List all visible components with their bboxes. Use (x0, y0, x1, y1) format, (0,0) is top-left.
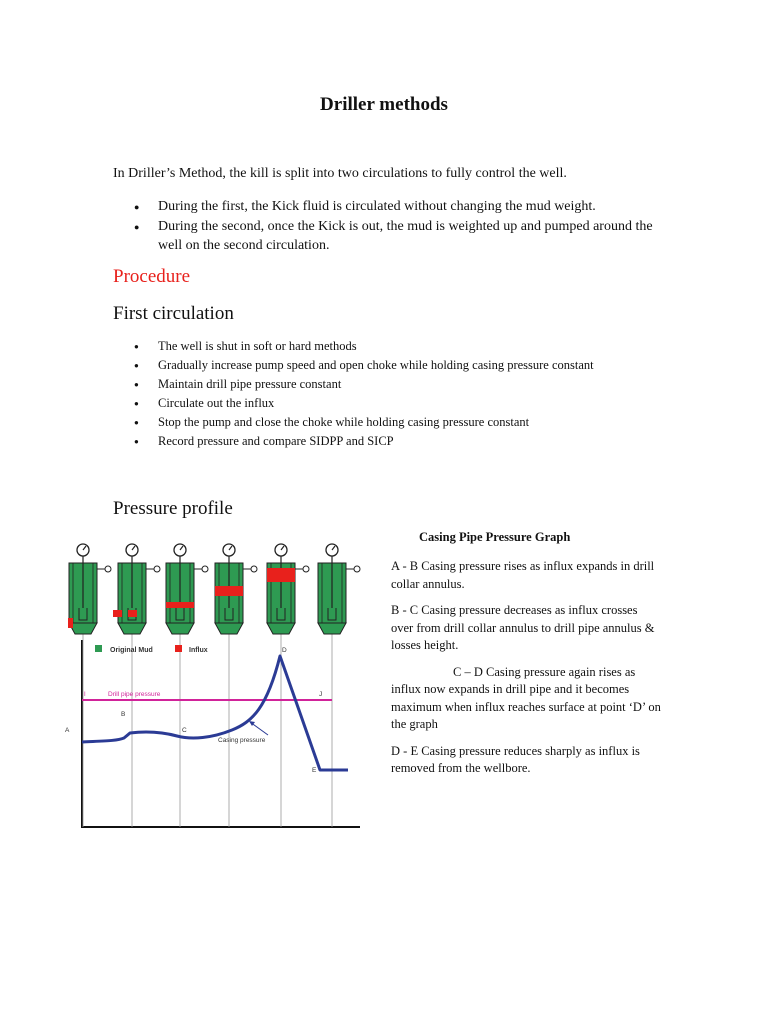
choke-gauge-icon (202, 566, 208, 572)
influx-patch (113, 610, 122, 617)
pressure-profile-heading: Pressure profile (113, 498, 233, 519)
well-taper (118, 623, 146, 634)
legend-original-mud: Original Mud (110, 647, 153, 654)
point-label-e: E (312, 767, 317, 774)
influx-patch (166, 602, 194, 608)
legend-influx: Influx (189, 647, 208, 654)
legend-mud-swatch (95, 645, 102, 652)
list-item: ● Record pressure and compare SIDPP and SICP (113, 432, 673, 451)
procedure-heading: Procedure (113, 266, 191, 287)
pressure-profile-figure (62, 538, 367, 830)
intro-bullet-list (113, 197, 653, 256)
graph-description (391, 558, 661, 787)
point-label-b: B (121, 711, 126, 718)
list-item: ● Gradually increase pump speed and open choke while holding casing pressure constant (113, 356, 673, 375)
list-item: ● The well is shut in soft or hard methods (113, 337, 673, 356)
influx-patch (267, 568, 295, 582)
list-item: ● During the second, once the Kick is out, the mud is weighted up and pumped around the well on the second circulation. (113, 217, 653, 256)
choke-gauge-icon (303, 566, 309, 572)
well-taper (215, 623, 243, 634)
choke-gauge-icon (354, 566, 360, 572)
list-item: ● Maintain drill pipe pressure constant (113, 375, 673, 394)
point-label-j: J (319, 691, 323, 698)
description-cd: C – D Casing pressure again rises as influx now expands in drill pipe and it becomes maximum when influx reaches surface at point ‘D’ on the graph (391, 664, 661, 731)
description-de: D - E Casing pressure reduces sharply as influx is removed from the wellbore. (391, 743, 640, 775)
graph-title: Casing Pipe Pressure Graph (419, 530, 571, 544)
point-label-d: D (282, 647, 287, 654)
influx-patch (128, 610, 137, 617)
influx-patch (215, 586, 243, 596)
list-item: ● During the first, the Kick fluid is circulated without changing the mud weight. (113, 197, 653, 217)
drill-pipe-pressure-label: Drill pipe pressure (108, 691, 161, 698)
well-taper (267, 623, 295, 634)
well-taper (166, 623, 194, 634)
description-ab: A - B Casing pressure rises as influx expands in drill collar annulus. (391, 559, 655, 591)
well-taper (318, 623, 346, 634)
well-taper (69, 623, 97, 634)
choke-gauge-icon (251, 566, 257, 572)
list-item: ● Circulate out the influx (113, 394, 673, 413)
choke-gauge-icon (154, 566, 160, 572)
casing-pressure-label: Casing pressure (218, 737, 266, 744)
legend-influx-swatch (175, 645, 182, 652)
first-circulation-heading: First circulation (113, 303, 234, 324)
point-label-i: I (84, 692, 86, 698)
choke-gauge-icon (105, 566, 111, 572)
list-item: ● Stop the pump and close the choke while holding casing pressure constant (113, 413, 673, 432)
first-circulation-steps (113, 337, 673, 451)
influx-patch (68, 618, 73, 628)
page-title: Driller methods (320, 94, 448, 115)
point-label-a: A (65, 727, 70, 734)
well-schematics (68, 544, 360, 827)
intro-paragraph: In Driller’s Method, the kill is split into two circulations to fully control the well. (113, 166, 567, 181)
description-bc: B - C Casing pressure decreases as influx crosses over from drill collar annulus to drill pipe annulus & losses height. (391, 603, 655, 652)
point-label-c: C (182, 727, 187, 734)
